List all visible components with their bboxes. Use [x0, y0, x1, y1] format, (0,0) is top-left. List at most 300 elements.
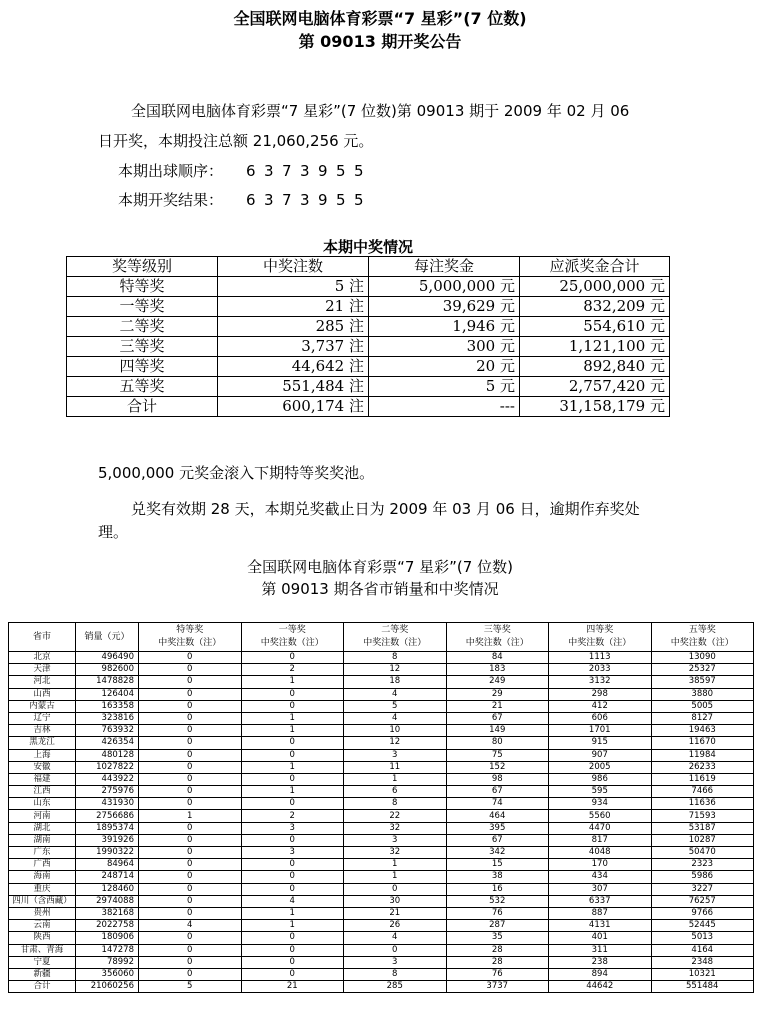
province-tier-count: 986 — [549, 773, 652, 785]
province-sales: 1895374 — [76, 822, 139, 834]
province-tier-count: 8 — [344, 798, 447, 810]
province-tier-count: 0 — [139, 773, 242, 785]
province-tier-count: 395 — [446, 822, 549, 834]
province-sales: 128460 — [76, 883, 139, 895]
draw-number: 7 — [282, 191, 292, 209]
province-tier-count: 5 — [344, 700, 447, 712]
province-tier-count: 0 — [139, 883, 242, 895]
province-sales: 443922 — [76, 773, 139, 785]
province-name: 新疆 — [9, 968, 76, 980]
province-name: 合计 — [9, 981, 76, 993]
prize-per: 39,629 元 — [369, 297, 520, 317]
prize-total: 1,121,100 元 — [520, 337, 670, 357]
prize-total: 25,000,000 元 — [520, 277, 670, 297]
province-row — [9, 822, 754, 834]
draw-number: 5 — [336, 162, 346, 180]
province-tier-count: 2 — [241, 810, 344, 822]
prize-total: 31,158,179 元 — [520, 397, 670, 417]
province-tier-count: 551484 — [651, 981, 754, 993]
draw-number: 5 — [354, 191, 364, 209]
province-tier-count: 4048 — [549, 847, 652, 859]
province-tier-count: 1 — [241, 920, 344, 932]
prize-level: 特等奖 — [67, 277, 218, 297]
province-tier-count: 1 — [241, 761, 344, 773]
tier-name: 二等奖 — [381, 625, 409, 635]
draw-number: 3 — [300, 162, 310, 180]
province-tier-count: 934 — [549, 798, 652, 810]
province-tier-count: 15 — [446, 859, 549, 871]
tier-name: 特等奖 — [176, 625, 204, 635]
prize-count: 551,484 注 — [218, 377, 369, 397]
province-row — [9, 895, 754, 907]
province-sales: 1990322 — [76, 847, 139, 859]
draw-number: 5 — [336, 191, 346, 209]
province-tier-count: 817 — [549, 834, 652, 846]
draw-result-label: 本期开奖结果： — [118, 191, 224, 209]
province-tier-count: 1113 — [549, 652, 652, 664]
draw-result-numbers — [246, 191, 372, 209]
province-tier-count: 2 — [241, 664, 344, 676]
province-row — [9, 810, 754, 822]
province-tier-count: 887 — [549, 907, 652, 919]
province-tier-count: 28 — [446, 956, 549, 968]
province-name: 四川（含西藏） — [9, 895, 76, 907]
province-tier-count: 8 — [344, 968, 447, 980]
draw-number: 5 — [354, 162, 364, 180]
prize-total: 892,840 元 — [520, 357, 670, 377]
province-tier-count: 0 — [344, 883, 447, 895]
prize-count: 44,642 注 — [218, 357, 369, 377]
province-tier-count: 1 — [344, 859, 447, 871]
prize-count: 21 注 — [218, 297, 369, 317]
province-tier-count: 285 — [344, 981, 447, 993]
province-tier-count: 170 — [549, 859, 652, 871]
prize-total: 832,209 元 — [520, 297, 670, 317]
tier-sub: 中奖注数（注） — [670, 638, 734, 648]
prize-row — [67, 397, 670, 417]
province-table — [8, 622, 754, 993]
province-tier-count: 0 — [139, 944, 242, 956]
draw-order-numbers — [246, 162, 372, 180]
province-tier-count: 183 — [446, 664, 549, 676]
province-tier-count: 67 — [446, 834, 549, 846]
province-name: 湖北 — [9, 822, 76, 834]
province-tier-count: 0 — [139, 932, 242, 944]
province-tier-count: 0 — [139, 700, 242, 712]
province-tier-count: 19463 — [651, 725, 754, 737]
province-tier-count: 1 — [241, 676, 344, 688]
province-tier-count: 3880 — [651, 688, 754, 700]
province-tier-count: 1 — [241, 712, 344, 724]
province-tier-count: 238 — [549, 956, 652, 968]
province-sales: 180906 — [76, 932, 139, 944]
province-row — [9, 700, 754, 712]
province-tier-count: 11984 — [651, 749, 754, 761]
province-row — [9, 761, 754, 773]
province-sales: 356060 — [76, 968, 139, 980]
province-tier-count: 3 — [241, 847, 344, 859]
draw-number: 6 — [246, 191, 256, 209]
province-tier-count: 4131 — [549, 920, 652, 932]
province-tier-count: 52445 — [651, 920, 754, 932]
province-tier-count: 907 — [549, 749, 652, 761]
province-tier-count: 3 — [344, 749, 447, 761]
province-name: 河北 — [9, 676, 76, 688]
province-tier-count: 76 — [446, 968, 549, 980]
intro-line-1: 全国联网电脑体育彩票“7 星彩”(7 位数)第 09013 期于 2009 年 02 月 06 — [131, 102, 630, 120]
province-tier-count: 287 — [446, 920, 549, 932]
province-name: 山东 — [9, 798, 76, 810]
province-tier-count: 0 — [139, 749, 242, 761]
province-sales: 323816 — [76, 712, 139, 724]
province-tier-count: 149 — [446, 725, 549, 737]
province-tier-count: 10287 — [651, 834, 754, 846]
province-sales: 163358 — [76, 700, 139, 712]
prize-table-caption: 本期中奖情况 — [322, 238, 413, 256]
province-tier-count: 11 — [344, 761, 447, 773]
province-sales: 78992 — [76, 956, 139, 968]
province-tier-count: 80 — [446, 737, 549, 749]
province-row — [9, 749, 754, 761]
tier-sub: 中奖注数（注） — [465, 638, 529, 648]
province-tier-count: 0 — [139, 968, 242, 980]
province-tier-count: 38 — [446, 871, 549, 883]
rollover-note: 5,000,000 元奖金滚入下期特等奖奖池。 — [98, 464, 375, 482]
province-row — [9, 920, 754, 932]
tier-sub: 中奖注数（注） — [568, 638, 632, 648]
province-tier-count: 76 — [446, 907, 549, 919]
province-tier-count: 12 — [344, 737, 447, 749]
province-name: 安徽 — [9, 761, 76, 773]
province-tier-count: 0 — [241, 859, 344, 871]
province-tier-count: 152 — [446, 761, 549, 773]
province-tier-count: 3737 — [446, 981, 549, 993]
province-tier-count: 38597 — [651, 676, 754, 688]
province-tier-count: 32 — [344, 847, 447, 859]
province-tier-count: 50470 — [651, 847, 754, 859]
province-tier-count: 8 — [344, 652, 447, 664]
province-tier-count: 1701 — [549, 725, 652, 737]
draw-number: 3 — [264, 162, 274, 180]
province-table-body — [9, 652, 754, 993]
prize-level: 一等奖 — [67, 297, 218, 317]
tier-sub: 中奖注数（注） — [363, 638, 427, 648]
prize-table-body — [67, 277, 670, 417]
province-tier-count: 32 — [344, 822, 447, 834]
province-title: 全国联网电脑体育彩票“7 星彩”(7 位数) — [247, 558, 513, 576]
province-tier-count: 0 — [139, 859, 242, 871]
province-tier-count: 25327 — [651, 664, 754, 676]
province-tier-count: 16 — [446, 883, 549, 895]
province-tier-count: 915 — [549, 737, 652, 749]
province-tier-count: 67 — [446, 712, 549, 724]
province-tier-count: 28 — [446, 944, 549, 956]
province-name: 辽宁 — [9, 712, 76, 724]
province-tier-count: 18 — [344, 676, 447, 688]
province-tier-count: 342 — [446, 847, 549, 859]
province-row — [9, 688, 754, 700]
province-tier-count: 311 — [549, 944, 652, 956]
province-tier-count: 0 — [241, 944, 344, 956]
province-tier-count: 2005 — [549, 761, 652, 773]
province-row — [9, 676, 754, 688]
province-tier-count: 4 — [139, 920, 242, 932]
province-row — [9, 786, 754, 798]
province-tier-count: 0 — [241, 688, 344, 700]
province-tier-count: 4 — [344, 932, 447, 944]
draw-number: 9 — [318, 191, 328, 209]
province-sales: 1027822 — [76, 761, 139, 773]
province-tier-count: 84 — [446, 652, 549, 664]
draw-number: 6 — [246, 162, 256, 180]
intro-line-2: 日开奖，本期投注总额 21,060,256 元。 — [98, 132, 374, 150]
province-tier-count: 434 — [549, 871, 652, 883]
province-tier-count: 0 — [241, 932, 344, 944]
province-row — [9, 834, 754, 846]
province-tier-count: 76257 — [651, 895, 754, 907]
province-row — [9, 737, 754, 749]
province-row — [9, 907, 754, 919]
province-tier-count: 21 — [344, 907, 447, 919]
province-tier-count: 0 — [139, 761, 242, 773]
province-tier-count: 21 — [446, 700, 549, 712]
province-tier-count: 1 — [344, 871, 447, 883]
province-header-tier — [344, 623, 447, 652]
province-name: 陕西 — [9, 932, 76, 944]
province-tier-count: 3 — [241, 822, 344, 834]
prize-count: 3,737 注 — [218, 337, 369, 357]
prize-header-per: 每注奖金 — [369, 257, 520, 277]
province-tier-count: 0 — [139, 834, 242, 846]
tier-name: 五等奖 — [688, 625, 716, 635]
province-header-name: 省市 — [9, 623, 76, 652]
province-row — [9, 652, 754, 664]
province-sales: 382168 — [76, 907, 139, 919]
province-tier-count: 595 — [549, 786, 652, 798]
prize-level: 合计 — [67, 397, 218, 417]
prize-count: 285 注 — [218, 317, 369, 337]
prize-per: 1,946 元 — [369, 317, 520, 337]
province-header-tier — [651, 623, 754, 652]
province-tier-count: 0 — [139, 956, 242, 968]
province-tier-count: 98 — [446, 773, 549, 785]
province-name: 广东 — [9, 847, 76, 859]
province-tier-count: 412 — [549, 700, 652, 712]
province-row — [9, 944, 754, 956]
province-sales: 147278 — [76, 944, 139, 956]
province-tier-count: 0 — [139, 895, 242, 907]
province-tier-count: 0 — [139, 822, 242, 834]
prize-level: 四等奖 — [67, 357, 218, 377]
province-row — [9, 725, 754, 737]
province-tier-count: 5005 — [651, 700, 754, 712]
province-tier-count: 0 — [241, 700, 344, 712]
province-tier-count: 0 — [139, 847, 242, 859]
province-tier-count: 0 — [241, 956, 344, 968]
province-tier-count: 307 — [549, 883, 652, 895]
province-tier-count: 5986 — [651, 871, 754, 883]
province-name: 宁夏 — [9, 956, 76, 968]
prize-row — [67, 377, 670, 397]
province-row — [9, 956, 754, 968]
province-tier-count: 4 — [344, 712, 447, 724]
prize-row — [67, 277, 670, 297]
province-name: 吉林 — [9, 725, 76, 737]
draw-order-label: 本期出球顺序： — [118, 162, 224, 180]
draw-number: 7 — [282, 162, 292, 180]
prize-level: 二等奖 — [67, 317, 218, 337]
draw-result — [118, 189, 372, 210]
province-tier-count: 3227 — [651, 883, 754, 895]
province-sales: 496490 — [76, 652, 139, 664]
province-tier-count: 0 — [241, 749, 344, 761]
draw-number: 9 — [318, 162, 328, 180]
province-tier-count: 6 — [344, 786, 447, 798]
province-tier-count: 3 — [344, 834, 447, 846]
prize-level: 三等奖 — [67, 337, 218, 357]
province-sales: 2756686 — [76, 810, 139, 822]
province-sales: 126404 — [76, 688, 139, 700]
prize-row — [67, 337, 670, 357]
prize-header-total: 应派奖金合计 — [520, 257, 670, 277]
province-tier-count: 1 — [241, 786, 344, 798]
province-name: 海南 — [9, 871, 76, 883]
province-tier-count: 0 — [139, 737, 242, 749]
province-sales: 431930 — [76, 798, 139, 810]
province-name: 山西 — [9, 688, 76, 700]
tier-name: 一等奖 — [278, 625, 306, 635]
province-name: 广西 — [9, 859, 76, 871]
tier-sub: 中奖注数（注） — [158, 638, 222, 648]
prize-row — [67, 357, 670, 377]
province-tier-count: 1 — [241, 907, 344, 919]
province-sales: 2022758 — [76, 920, 139, 932]
province-tier-count: 5 — [139, 981, 242, 993]
province-row — [9, 712, 754, 724]
province-name: 上海 — [9, 749, 76, 761]
province-row — [9, 932, 754, 944]
province-tier-count: 3132 — [549, 676, 652, 688]
province-name: 江西 — [9, 786, 76, 798]
province-sales: 763932 — [76, 725, 139, 737]
province-sales: 426354 — [76, 737, 139, 749]
draw-number: 3 — [300, 191, 310, 209]
province-tier-count: 2323 — [651, 859, 754, 871]
province-name: 黑龙江 — [9, 737, 76, 749]
province-tier-count: 606 — [549, 712, 652, 724]
province-tier-count: 0 — [139, 712, 242, 724]
province-tier-count: 4470 — [549, 822, 652, 834]
province-subtitle: 第 09013 期各省市销量和中奖情况 — [261, 580, 499, 598]
province-tier-count: 6337 — [549, 895, 652, 907]
province-tier-count: 5560 — [549, 810, 652, 822]
province-tier-count: 10321 — [651, 968, 754, 980]
prize-per: --- — [369, 397, 520, 417]
province-tier-count: 0 — [139, 725, 242, 737]
announcement-title: 全国联网电脑体育彩票“7 星彩”(7 位数) — [233, 9, 527, 28]
province-tier-count: 26233 — [651, 761, 754, 773]
province-tier-count: 0 — [344, 944, 447, 956]
province-tier-count: 0 — [139, 798, 242, 810]
province-name: 湖南 — [9, 834, 76, 846]
draw-order — [118, 160, 372, 181]
province-row — [9, 859, 754, 871]
province-tier-count: 8127 — [651, 712, 754, 724]
province-tier-count: 0 — [139, 871, 242, 883]
prize-table — [66, 256, 670, 417]
province-tier-count: 30 — [344, 895, 447, 907]
province-sales: 982600 — [76, 664, 139, 676]
province-tier-count: 0 — [241, 968, 344, 980]
province-tier-count: 4164 — [651, 944, 754, 956]
province-table-header — [9, 623, 754, 652]
province-tier-count: 13090 — [651, 652, 754, 664]
province-tier-count: 0 — [139, 676, 242, 688]
province-tier-count: 1 — [241, 725, 344, 737]
prize-row — [67, 317, 670, 337]
draw-number: 3 — [264, 191, 274, 209]
prize-count: 5 注 — [218, 277, 369, 297]
prize-total: 2,757,420 元 — [520, 377, 670, 397]
province-row — [9, 871, 754, 883]
province-sales: 275976 — [76, 786, 139, 798]
province-sales: 391926 — [76, 834, 139, 846]
province-tier-count: 249 — [446, 676, 549, 688]
prize-header-level: 奖等级别 — [67, 257, 218, 277]
province-name: 福建 — [9, 773, 76, 785]
province-row — [9, 798, 754, 810]
province-tier-count: 26 — [344, 920, 447, 932]
province-tier-count: 3 — [344, 956, 447, 968]
province-tier-count: 0 — [139, 907, 242, 919]
province-tier-count: 67 — [446, 786, 549, 798]
prize-per: 300 元 — [369, 337, 520, 357]
province-tier-count: 11619 — [651, 773, 754, 785]
province-tier-count: 75 — [446, 749, 549, 761]
prize-per: 5,000,000 元 — [369, 277, 520, 297]
tier-sub: 中奖注数（注） — [260, 638, 324, 648]
province-row — [9, 968, 754, 980]
province-tier-count: 0 — [241, 834, 344, 846]
prize-header-count: 中奖注数 — [218, 257, 369, 277]
province-tier-count: 0 — [241, 883, 344, 895]
province-tier-count: 5013 — [651, 932, 754, 944]
prize-count: 600,174 注 — [218, 397, 369, 417]
province-tier-count: 4 — [241, 895, 344, 907]
province-row — [9, 773, 754, 785]
province-tier-count: 29 — [446, 688, 549, 700]
province-tier-count: 0 — [139, 652, 242, 664]
province-tier-count: 532 — [446, 895, 549, 907]
province-sales: 2974088 — [76, 895, 139, 907]
province-name: 北京 — [9, 652, 76, 664]
province-header-tier — [139, 623, 242, 652]
province-tier-count: 21 — [241, 981, 344, 993]
prize-per: 20 元 — [369, 357, 520, 377]
prize-level: 五等奖 — [67, 377, 218, 397]
province-tier-count: 11636 — [651, 798, 754, 810]
province-header-sales: 销量（元） — [76, 623, 139, 652]
province-name: 天津 — [9, 664, 76, 676]
province-tier-count: 0 — [241, 871, 344, 883]
province-tier-count: 0 — [241, 773, 344, 785]
province-name: 河南 — [9, 810, 76, 822]
province-tier-count: 894 — [549, 968, 652, 980]
province-row — [9, 981, 754, 993]
province-sales: 480128 — [76, 749, 139, 761]
province-sales: 21060256 — [76, 981, 139, 993]
province-tier-count: 35 — [446, 932, 549, 944]
